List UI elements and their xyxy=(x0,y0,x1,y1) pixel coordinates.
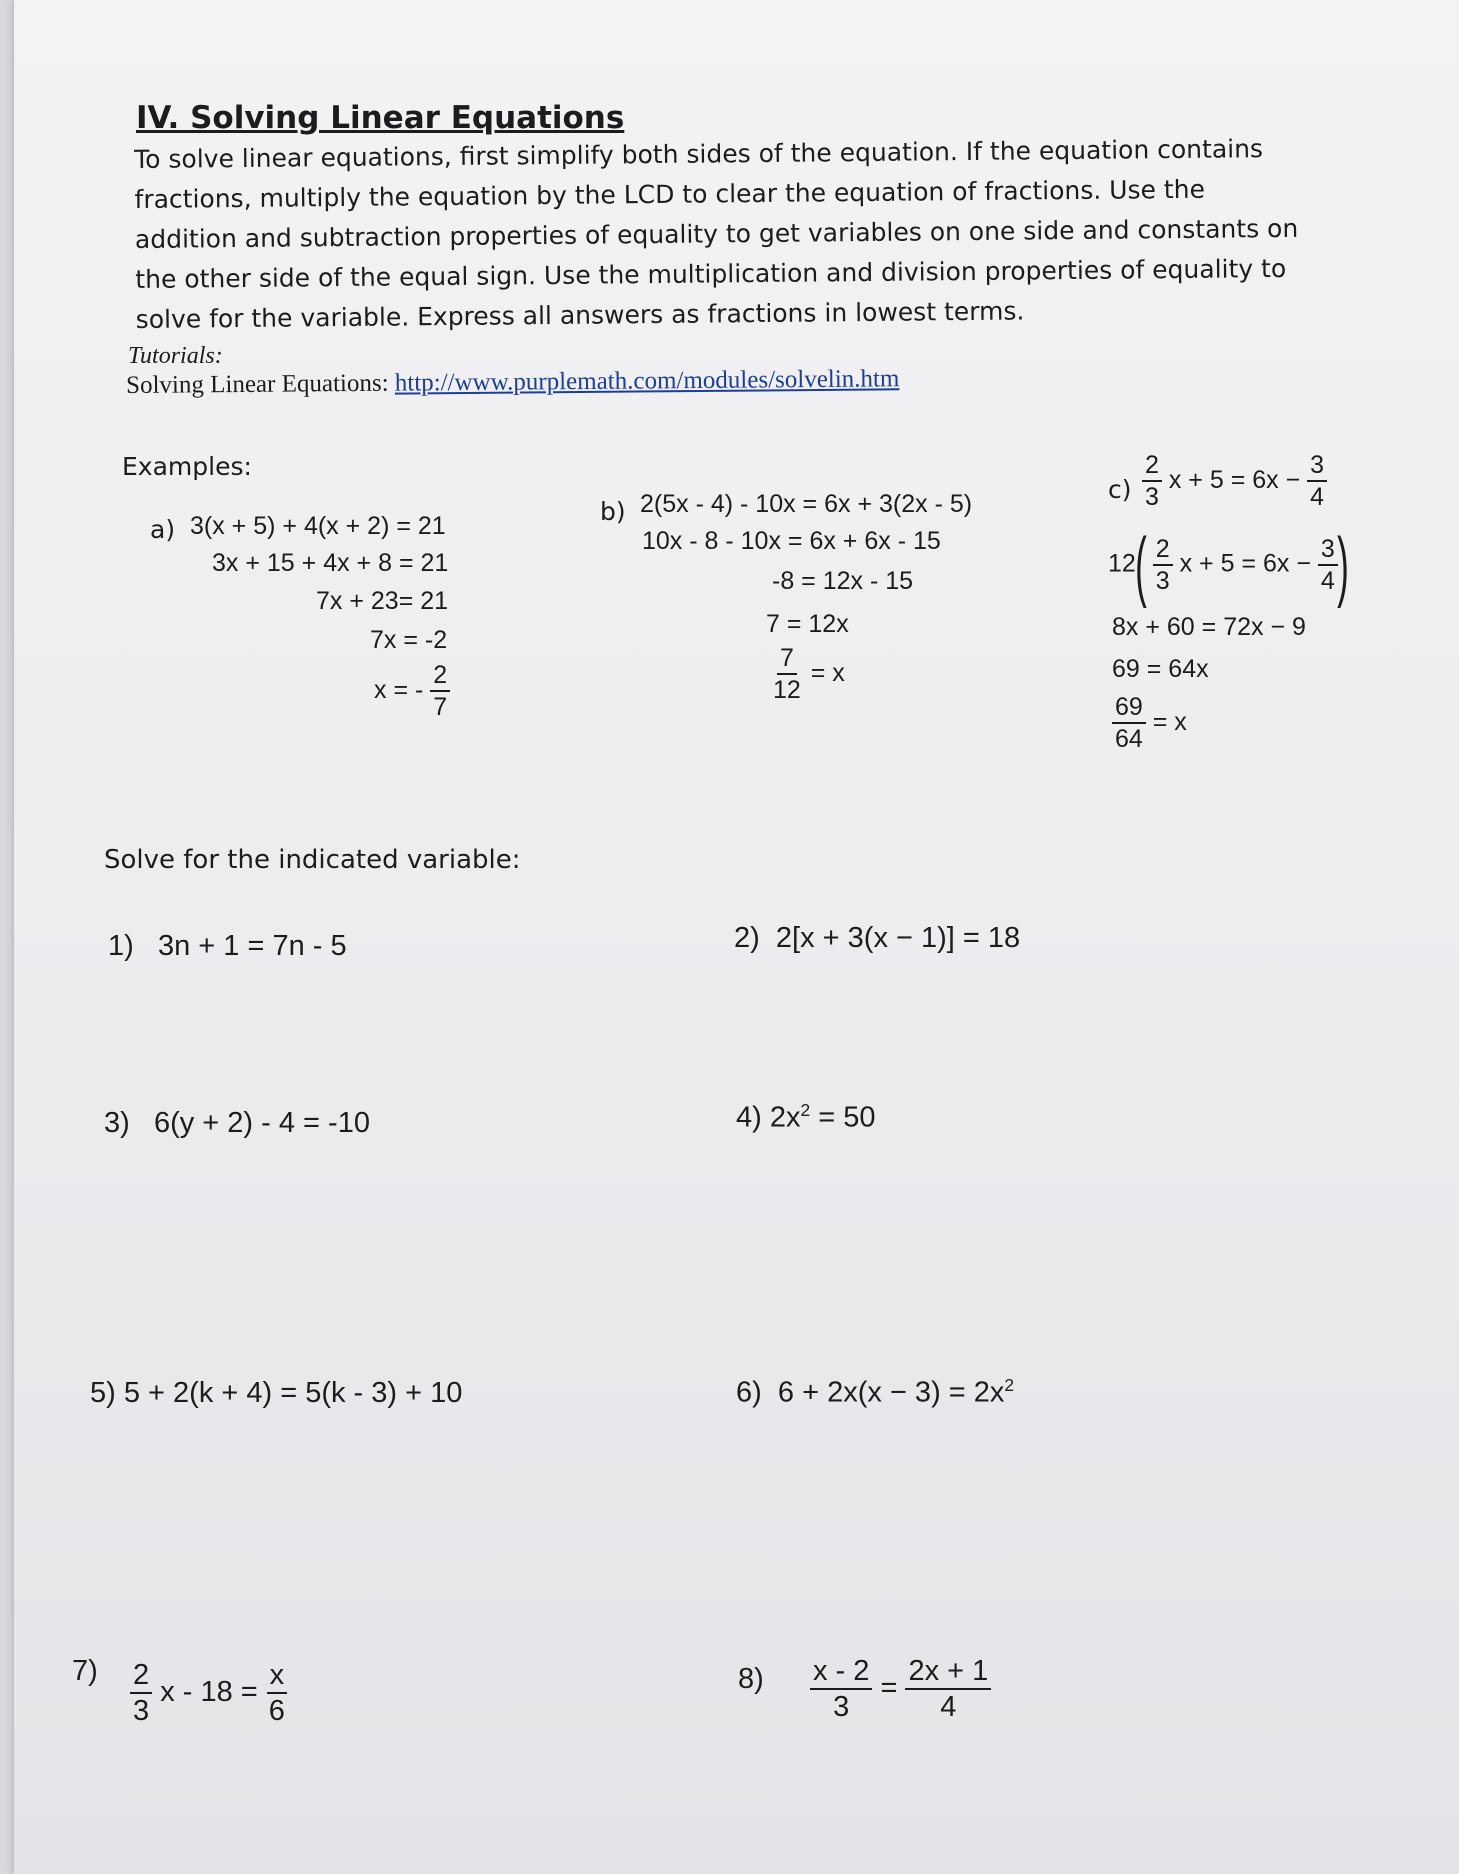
fraction-numerator: 2 xyxy=(130,1660,152,1694)
close-paren: ) xyxy=(1336,521,1349,609)
fraction-denominator: 3 xyxy=(833,1691,850,1724)
fraction-denominator: 64 xyxy=(1115,725,1143,754)
problem-8-number: 8) xyxy=(738,1663,764,1695)
intro-line: addition and subtraction properties of equality to get variables on one side and constants on xyxy=(134,213,1299,254)
problem-equation: 5 + 2(k + 4) = 5(k - 3) + 10 xyxy=(123,1377,463,1409)
problem-number: 4) xyxy=(736,1101,762,1134)
problem-3 xyxy=(104,1107,370,1140)
fraction-numerator: 2 xyxy=(1142,452,1162,482)
fraction-numerator: 2x + 1 xyxy=(905,1656,991,1690)
tutorial-link[interactable]: http://www.purplemath.com/modules/solvelin.htm xyxy=(394,365,900,397)
example-a-label: a) xyxy=(150,515,176,544)
fraction xyxy=(1307,452,1327,511)
example-a-answer-lhs: x = - xyxy=(374,675,424,704)
example-c-step-1 xyxy=(1142,452,1327,511)
example-b-step-1: 2(5x - 4) - 10x = 6x + 3(2x - 5) xyxy=(640,490,973,518)
example-c-answer-rhs: = x xyxy=(1152,707,1187,736)
problem-7-number: 7) xyxy=(72,1655,98,1687)
example-a-step-1: 3(x + 5) + 4(x + 2) = 21 xyxy=(190,512,446,540)
fraction-denominator: 3 xyxy=(133,1695,150,1728)
equals-sign: = xyxy=(880,1672,898,1705)
intro-line: solve for the variable. Express all answers as fractions in lowest terms. xyxy=(135,296,1025,334)
equation-text: x + 5 = 6x − xyxy=(1168,465,1301,494)
fraction-denominator: 4 xyxy=(1320,567,1335,595)
example-a-answer xyxy=(374,662,450,721)
example-a-step-3: 7x + 23= 21 xyxy=(316,587,449,615)
fraction-denominator: 3 xyxy=(1145,483,1159,512)
tutorials-label: Tutorials: xyxy=(128,343,223,369)
problem-equation: 3n + 1 = 7n - 5 xyxy=(157,930,347,962)
fraction-numerator: 2 xyxy=(1153,536,1173,566)
example-c-answer xyxy=(1112,694,1187,753)
fraction-numerator: x xyxy=(267,1660,288,1694)
problem-2 xyxy=(734,922,1020,955)
open-paren: ( xyxy=(1134,521,1147,609)
fraction-numerator: 7 xyxy=(777,645,797,675)
example-b-step-4: 7 = 12x xyxy=(766,610,849,638)
problem-8 xyxy=(810,1656,991,1723)
fraction xyxy=(1153,536,1173,595)
fraction-numerator: x - 2 xyxy=(810,1656,872,1690)
intro-paragraph xyxy=(134,129,1299,340)
example-a-step-4: 7x = -2 xyxy=(370,626,448,654)
intro-line: To solve linear equations, first simplify both sides of the equation. If the equation contains xyxy=(134,134,1264,174)
fraction-numerator: 3 xyxy=(1318,536,1338,566)
problem-equation: 6(y + 2) - 4 = -10 xyxy=(153,1107,370,1139)
problem-number: 2) xyxy=(734,922,760,954)
fraction-numerator: 69 xyxy=(1112,694,1146,724)
problem-number: 6) xyxy=(736,1376,762,1409)
fraction xyxy=(905,1656,991,1723)
fraction-denominator: 4 xyxy=(940,1691,957,1724)
examples-heading: Examples: xyxy=(122,452,252,481)
tutorial-item-label: Solving Linear Equations: xyxy=(126,369,389,399)
fraction-numerator: 3 xyxy=(1307,452,1327,482)
example-c-step-4: 69 = 64x xyxy=(1112,655,1209,683)
example-b-answer-rhs: = x xyxy=(810,658,845,687)
fraction-denominator: 4 xyxy=(1310,483,1325,512)
problem-equation: 6 + 2x(x − 3) = 2x xyxy=(777,1376,1005,1409)
example-a-answer-fraction xyxy=(430,662,450,721)
fraction xyxy=(810,1656,872,1723)
problem-6 xyxy=(736,1375,1014,1410)
fraction-denominator: 12 xyxy=(773,676,801,705)
problem-5 xyxy=(90,1377,462,1410)
problem-4 xyxy=(736,1100,875,1135)
problem-number: 5) xyxy=(90,1377,116,1409)
example-c-answer-fraction xyxy=(1112,694,1146,753)
example-b-step-2: 10x - 8 - 10x = 6x + 6x - 15 xyxy=(642,527,941,555)
equation-text: x + 5 = 6x − xyxy=(1179,549,1311,578)
intro-line: the other side of the equal sign. Use the multiplication and division properties of equality to xyxy=(135,253,1287,294)
fraction-numerator: 2 xyxy=(430,662,450,692)
intro-line: fractions, multiply the equation by the LCD to clear the equation of fractions. Use the xyxy=(134,174,1206,214)
problem-equation: x - 18 = xyxy=(160,1676,258,1709)
fraction-denominator: 7 xyxy=(433,693,448,722)
problem-equation-rest: = 50 xyxy=(810,1101,876,1134)
problem-number: 3) xyxy=(104,1107,130,1139)
example-c-label: c) xyxy=(1108,475,1132,504)
example-b-answer xyxy=(770,645,845,704)
fraction-denominator: 3 xyxy=(1155,567,1170,595)
example-a-step-2: 3x + 15 + 4x + 8 = 21 xyxy=(212,549,449,577)
fraction-denominator: 6 xyxy=(268,1695,285,1728)
problem-equation: 2[x + 3(x − 1)] = 18 xyxy=(775,922,1021,954)
fraction xyxy=(1318,536,1338,595)
exponent: 2 xyxy=(800,1100,811,1120)
example-c-step-2 xyxy=(1108,521,1349,609)
problem-number: 1) xyxy=(108,930,134,962)
fraction xyxy=(266,1660,288,1727)
problem-equation: 2x xyxy=(769,1101,801,1134)
section-title: IV. Solving Linear Equations xyxy=(136,100,625,136)
example-b-answer-fraction xyxy=(770,645,804,704)
fraction xyxy=(130,1660,152,1727)
exponent: 2 xyxy=(1004,1375,1015,1395)
problem-7 xyxy=(130,1660,288,1727)
fraction xyxy=(1142,452,1162,511)
example-b-step-3: -8 = 12x - 15 xyxy=(772,567,914,595)
instructions: Solve for the indicated variable: xyxy=(104,845,521,875)
lcd-coefficient: 12 xyxy=(1108,549,1136,578)
problem-1 xyxy=(108,930,347,963)
example-b-label: b) xyxy=(600,497,626,526)
example-c-step-3: 8x + 60 = 72x − 9 xyxy=(1112,613,1306,641)
